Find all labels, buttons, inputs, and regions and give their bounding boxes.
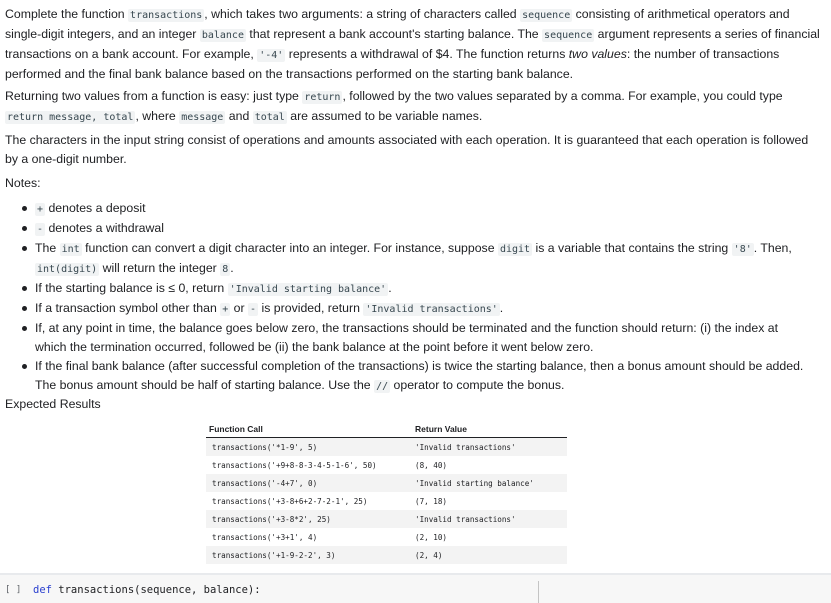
code-minus: -	[250, 304, 257, 315]
table-row	[206, 456, 567, 474]
code-invalid-balance: 'Invalid starting balance'	[229, 284, 387, 295]
text: If a transaction symbol other than	[35, 301, 221, 315]
list-item	[20, 279, 810, 299]
text: Returning two values from a function is easy: just type	[5, 89, 303, 103]
code-plus: +	[37, 204, 44, 215]
characters-paragraph: The characters in the input string consist of operations and amounts associated with each operation. It is guaranteed that each operation is followed by a one-digit number.	[5, 133, 809, 166]
function-signature: transactions(sequence, balance):	[51, 584, 261, 596]
function-call-cell: transactions('+3-8*2', 25)	[206, 510, 412, 528]
text: : the number of transactions performed and the final bank balance based on the transactions performed on the starting bank balance.	[5, 47, 780, 81]
run-cell-button[interactable]: [ ]	[5, 585, 22, 595]
return-value-cell: (8, 40)	[412, 456, 567, 474]
text: is a variable that contains the string	[532, 241, 732, 255]
code-message: message	[181, 112, 224, 123]
text: , which takes two arguments: a string of characters called	[204, 7, 521, 21]
function-call-cell: transactions('+3+1', 4)	[206, 528, 412, 546]
code-eight: 8	[222, 264, 229, 275]
text: or	[230, 301, 249, 315]
column-header-return-value: Return Value	[412, 421, 567, 438]
text: operator to compute the bonus.	[390, 378, 565, 392]
notes-label: Notes:	[5, 176, 41, 190]
code-return: return	[304, 92, 341, 103]
function-call-cell: transactions('+9+8-8-3-4-5-1-6', 50)	[206, 456, 412, 474]
return-value-cell: 'Invalid transactions'	[412, 438, 567, 457]
code-total: total	[254, 112, 285, 123]
emphasis: two values	[568, 47, 627, 61]
text: .	[388, 281, 392, 295]
text: Complete the function	[5, 7, 129, 21]
text: , followed by the two values separated by a comma. For example, you could type	[342, 89, 783, 103]
text: and	[225, 109, 253, 123]
return-value-cell: (2, 4)	[412, 546, 567, 564]
notes-list	[20, 199, 810, 396]
code-minus: -	[37, 224, 44, 235]
text: If, at any point in time, the balance goes below zero, the transactions should be terminated and the function should return: (i) the index at which the termination occurred, followed be (ii) the bank balance at the point before it went below zero.	[35, 321, 779, 354]
text: is provided, return	[258, 301, 364, 315]
code-sequence: sequence	[544, 30, 593, 41]
code-return-example: return message, total	[7, 112, 134, 123]
keyword-def: def	[33, 584, 52, 596]
text: that represent a bank account's starting balance. The	[245, 27, 543, 41]
text: .	[499, 301, 504, 315]
return-value-cell: 'Invalid transactions'	[412, 510, 567, 528]
code-eight-string: '8'	[733, 244, 752, 255]
list-item	[20, 357, 810, 396]
text: denotes a withdrawal	[45, 221, 164, 235]
text: consisting of arithmetical operators and single-digit integers, and an integer	[5, 7, 790, 41]
expected-results-table	[206, 421, 567, 564]
table-row	[206, 510, 567, 528]
table-row	[206, 492, 567, 510]
intro-paragraph	[5, 5, 820, 84]
code-transactions: transactions	[130, 10, 203, 21]
function-call-cell: transactions('+1-9-2-2', 3)	[206, 546, 412, 564]
text: denotes a deposit	[45, 201, 146, 215]
code-example: '-4'	[259, 50, 284, 61]
function-call-cell: transactions('*1-9', 5)	[206, 438, 412, 457]
code-floor-division: //	[376, 381, 389, 392]
list-item	[20, 319, 810, 357]
function-call-cell: transactions('+3-8+6+2-7-2-1', 25)	[206, 492, 412, 510]
ruler-line	[538, 581, 539, 603]
expected-results-label: Expected Results	[5, 397, 101, 411]
table-row	[206, 474, 567, 492]
code-int: int	[61, 244, 80, 255]
return-paragraph	[5, 87, 820, 127]
table-row	[206, 438, 567, 457]
text: function can convert a digit character into an integer. For instance, suppose	[81, 241, 498, 255]
list-item	[20, 219, 810, 239]
text: argument represents a series of financial transactions on a bank account. For example,	[5, 27, 820, 61]
text: are assumed to be variable names.	[286, 109, 483, 123]
text: . Then,	[753, 241, 792, 255]
code-cell[interactable]	[0, 575, 831, 603]
text: .	[230, 261, 234, 275]
text: represents a withdrawal of $4. The function returns	[285, 47, 569, 61]
code-invalid-transactions: 'Invalid transactions'	[365, 304, 498, 315]
list-item	[20, 299, 810, 319]
function-call-cell: transactions('-4+7', 0)	[206, 474, 412, 492]
text: will return the integer	[99, 261, 221, 275]
code-digit: digit	[499, 244, 531, 255]
return-value-cell: (2, 10)	[412, 528, 567, 546]
text: If the final bank balance (after successful completion of the transactions) is twice the starting balance, then a bonus amount should be added. The bonus amount should be half of starting balance. Use the	[35, 359, 804, 392]
code-balance: balance	[201, 30, 244, 41]
list-item	[20, 199, 810, 219]
return-value-cell: (7, 18)	[412, 492, 567, 510]
return-value-cell: 'Invalid starting balance'	[412, 474, 567, 492]
column-header-function-call: Function Call	[206, 421, 412, 438]
text: , where	[135, 109, 180, 123]
code-plus: +	[222, 304, 229, 315]
text: The	[35, 241, 60, 255]
table-row	[206, 546, 567, 564]
text: If the starting balance is ≤ 0, return	[35, 281, 228, 295]
table-row	[206, 528, 567, 546]
code-editor[interactable]	[33, 584, 261, 596]
code-int-digit: int(digit)	[37, 264, 98, 275]
code-sequence: sequence	[522, 10, 571, 21]
list-item	[20, 239, 810, 279]
